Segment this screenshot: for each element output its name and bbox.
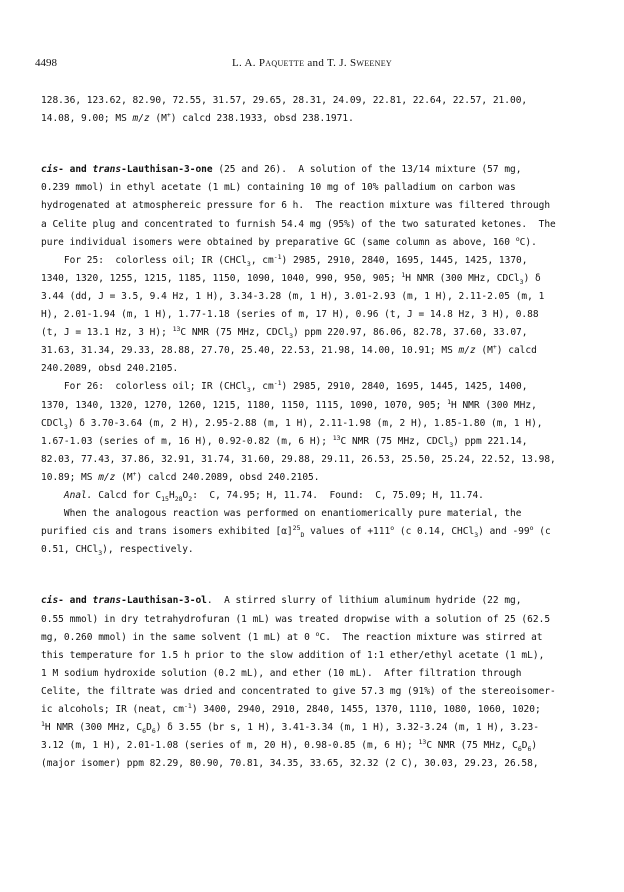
section-title-ketone: cis- and trans-Lauthisan-3-one — [41, 164, 213, 176]
running-head: L. A. Paquette and T. J. Sweeney — [232, 57, 392, 69]
section-title-alcohol: cis- and trans-Lauthisan-3-ol — [41, 595, 207, 607]
page-header — [0, 57, 624, 73]
compound-25-paragraph: For 25: colorless oil; IR (CHCl$_3$, $cm^{-1}$) 2985, 2910, 2840, 1695, 1445, 1425, 1370, 1340, 1320, 1255, 1215, 1185, 1150, 1090, 1040, 990, 950, 905; $^1$H NMR (300 MHz, CDCl$_3$) δ 3.44 (dd, J = 3.5, 9.4 Hz, 1 H), 3.34-3.28 (m, 1 H), 3.01-2.93 (m, 1 H), 2.11-2.05 (m, 1 H), 2.01-1.94 (m, 1 H), 1.77-1.18 (series of m, 17 H), 0.96 (t, J = 14.8 Hz, 3 H), 0.88 (t, J = 13.1 Hz, 3 H); $^{13}$C NMR (75 MHz, CDCl$_3$) ppm 220.97, 86.06, 82.78, 37.60, 33.07, 31.63, 31.34, 29.33, 28.88, 27.70, 25.40, 22.53, 21.98, 14.00, 10.91; MS m/z (M+) calcd 240.2089, obsd 240.2105. — [41, 252, 545, 375]
optical-rotation-paragraph: When the analogous reaction was performed on enantiomerically pure material, the purified cis and trans isomers exhibited $[\alpha]^{25}_D$ values of $+111^o$ (c 0.14, CHCl$_3$) and -99$^o$ (c 0.51, CHCl$_3$), respectively. — [41, 508, 551, 558]
ketone-paragraph: cis- and trans-Lauthisan-3-one (25 and 26). A solution of the 13/14 mixture (57 mg, 0.239 mmol) in ethyl acetate (1 mL) containing 10 mg of 10% palladium on carbon was hydrogenated at atmosphereic pressure for 6 h. The reaction mixture was filtered through a Celite plug and concentrated to furnish 54.4 mg (95%) of the two saturated ketones. The pure individual isomers were obtained by preparative GC (same column as above, 160 $^o$C). — [41, 164, 556, 248]
compound-26-paragraph: For 26: colorless oil; IR (CHCl$_3$, $cm^{-1}$) 2985, 2910, 2840, 1695, 1445, 1425, 1400, 1370, 1340, 1320, 1270, 1260, 1215, 1180, 1150, 1115, 1090, 1070, 905; $^1$H NMR (300 MHz, CDCl$_3$) δ 3.70-3.64 (m, 2 H), 2.95-2.88 (m, 1 H), 2.11-1.98 (m, 2 H), 1.85-1.80 (m, 1 H), 1.67-1.03 (series of m, 16 H), 0.92-0.82 (m, 6 H); $^{13}$C NMR (75 MHz, CDCl$_3$) ppm 221.14, 82.03, 77.43, 37.86, 32.91, 31.74, 31.60, 29.88, 29.11, 26.53, 25.50, 25.24, 22.52, 13.98, 10.89; MS m/z (M+) calcd 240.2089, obsd 240.2105. — [41, 379, 556, 483]
intro-paragraph: 128.36, 123.62, 82.90, 72.55, 31.57, 29.65, 28.31, 24.09, 22.81, 22.64, 22.57, 21.00, 14.08, 9.00; MS m/z (M+) calcd 238.1933, obsd 238.1971. — [41, 95, 528, 125]
article-body — [41, 92, 587, 773]
page-number: 4498 — [35, 57, 57, 69]
elemental-analysis: Anal. Calcd for $C_{15}H_{28}O_2$: C, 74.95; H, 11.74. Found: C, 75.09; H, 11.74. — [63, 489, 484, 503]
alcohol-paragraph: cis- and trans-Lauthisan-3-ol. A stirred slurry of lithium aluminum hydride (22 mg, 0.55 mmol) in dry tetrahydrofuran (1 mL) was treated dropwise with a solution of 25 (62.5 mg, 0.260 mmol) in the same solvent (1 mL) at 0 $^o$C. The reaction mixture was stirred at this temperature for 1.5 h prior to the slow addition of 1:1 ether/ethyl acetate (1 mL), 1 M sodium hydroxide solution (0.2 mL), and ether (10 mL). After filtration through Celite, the filtrate was dried and concentrated to give 57.3 mg (91%) of the stereoisomer- ic alcohols; IR (neat, $cm^{-1}$) 3400, 2940, 2910, 2840, 1455, 1370, 1110, 1080, 1060, 1020; $^1$H NMR (300 MHz, $C_6D_6$) δ 3.55 (br s, 1 H), 3.41-3.34 (m, 1 H), 3.32-3.24 (m, 1 H), 3.23- 3.12 (m, 1 H), 2.01-1.08 (series of m, 20 H), 0.98-0.85 (m, 6 H); $^{13}$C NMR (75 MHz, $C_6D_6$) (major isomer) ppm 82.29, 80.90, 70.81, 34.35, 33.65, 32.32 (2 C), 30.03, 29.23, 26.58, — [41, 595, 556, 770]
